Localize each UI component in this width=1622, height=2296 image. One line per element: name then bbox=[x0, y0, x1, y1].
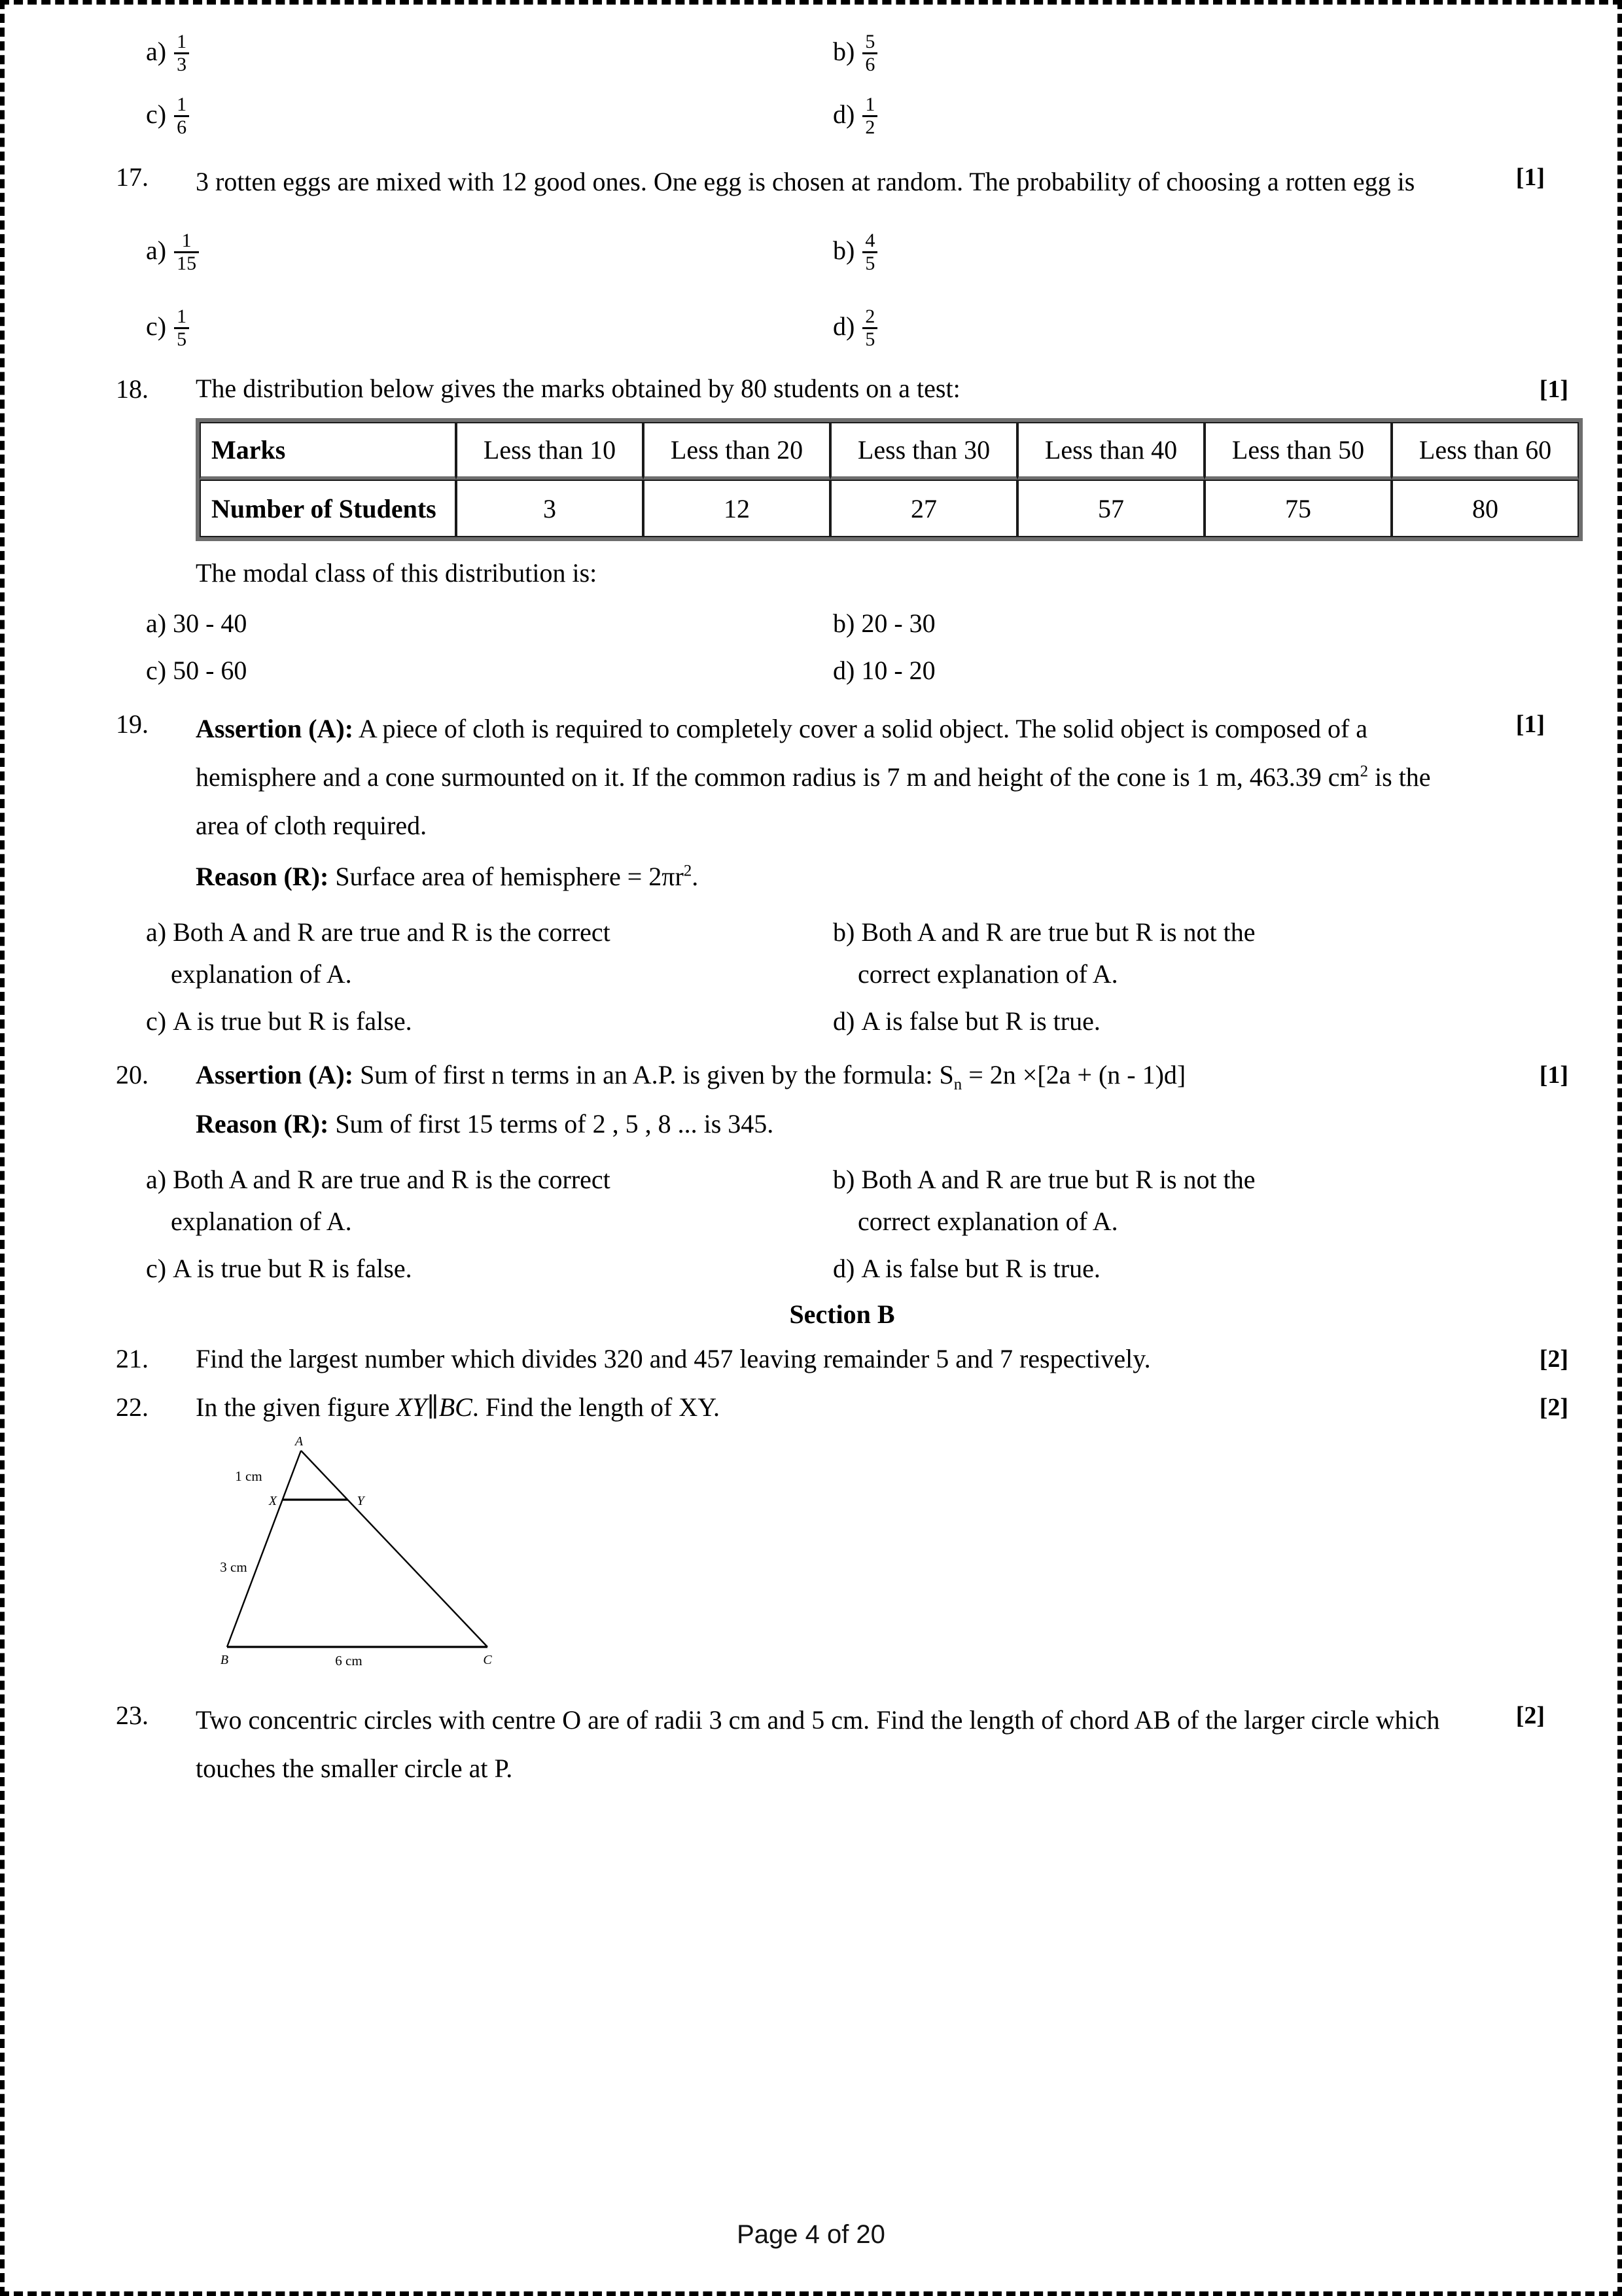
option-c-label: c) bbox=[146, 1006, 167, 1036]
assertion-text-tail: is the area of cloth required. bbox=[196, 762, 1431, 840]
fraction-denominator: 6 bbox=[174, 115, 189, 138]
question-20-assertion bbox=[196, 1055, 1502, 1095]
option-b-fraction bbox=[862, 31, 877, 75]
table-cell: 27 bbox=[830, 480, 1017, 537]
question-19-options bbox=[116, 911, 1490, 1042]
question-20-marks: [1] bbox=[1539, 1061, 1568, 1089]
option-c-fraction bbox=[174, 306, 189, 349]
option-b-label: b) bbox=[833, 236, 855, 265]
option-d[interactable] bbox=[803, 647, 1490, 694]
reason-superscript: 2 bbox=[683, 862, 692, 880]
question-22 bbox=[116, 1388, 1568, 1427]
table-cell: Less than 30 bbox=[830, 422, 1017, 480]
option-c[interactable] bbox=[116, 647, 803, 694]
option-a-label: a) bbox=[146, 37, 167, 66]
page-footer: Page 4 of 20 bbox=[737, 2220, 885, 2249]
question-19-reason bbox=[196, 853, 1568, 901]
question-19 bbox=[116, 705, 1568, 850]
option-c-line1: A is true but R is false. bbox=[173, 1254, 412, 1283]
fraction-numerator: 1 bbox=[177, 31, 187, 52]
option-c-text: 50 - 60 bbox=[173, 656, 247, 685]
option-b[interactable] bbox=[803, 911, 1490, 995]
question-23-number: 23. bbox=[116, 1701, 149, 1730]
label-vertex-a: A bbox=[294, 1434, 304, 1449]
table-cell: Less than 40 bbox=[1017, 422, 1205, 480]
question-16-options bbox=[116, 20, 1490, 146]
option-b-line1: Both A and R are true but R is not the bbox=[861, 1165, 1256, 1194]
option-a[interactable] bbox=[116, 20, 803, 83]
option-c-label: c) bbox=[146, 311, 167, 341]
option-d-line1: A is false but R is true. bbox=[861, 1254, 1101, 1283]
fraction-numerator: 5 bbox=[865, 31, 875, 52]
fraction-numerator: 2 bbox=[865, 306, 875, 327]
option-a-label: a) bbox=[146, 609, 167, 638]
fraction-numerator: 1 bbox=[181, 230, 192, 251]
option-b[interactable] bbox=[803, 600, 1490, 647]
fraction-numerator: 4 bbox=[865, 230, 875, 251]
option-c-label: c) bbox=[146, 99, 167, 129]
option-a-label: a) bbox=[146, 917, 167, 947]
question-20 bbox=[116, 1055, 1568, 1095]
question-21 bbox=[116, 1339, 1568, 1379]
label-vertex-b: B bbox=[220, 1653, 229, 1667]
table-cell: Less than 50 bbox=[1205, 422, 1392, 480]
question-17-marks: [1] bbox=[1515, 164, 1545, 191]
fraction-numerator: 1 bbox=[865, 94, 875, 115]
option-a[interactable] bbox=[116, 911, 803, 995]
option-d[interactable] bbox=[803, 83, 1490, 146]
label-point-y: Y bbox=[357, 1494, 364, 1508]
option-a-fraction bbox=[174, 31, 189, 75]
reason-text: Sum of first 15 terms of 2 , 5 , 8 ... is 345. bbox=[328, 1109, 774, 1139]
option-c-label: c) bbox=[146, 656, 167, 685]
option-b[interactable] bbox=[803, 20, 1490, 83]
assertion-superscript: 2 bbox=[1360, 762, 1369, 781]
option-row-ab bbox=[116, 911, 1490, 995]
question-18-marks: [1] bbox=[1539, 376, 1568, 403]
option-d-label: d) bbox=[833, 99, 855, 129]
fraction-denominator: 15 bbox=[174, 251, 199, 274]
question-17-number: 17. bbox=[116, 162, 149, 192]
option-c-line1: A is true but R is false. bbox=[173, 1006, 412, 1036]
assertion-text: A piece of cloth is required to completely cover a solid object. The solid object is composed of a hemisphere and a cone surmounted on it. If the common radius is 7 m and height of the cone is 1 m, 463.39 cm bbox=[196, 714, 1368, 792]
option-b-label: b) bbox=[833, 1165, 855, 1194]
option-d[interactable] bbox=[803, 1248, 1490, 1290]
option-b-label: b) bbox=[833, 609, 855, 638]
triangle-figure bbox=[200, 1431, 1568, 1689]
marks-distribution-table bbox=[196, 418, 1568, 541]
option-c-fraction bbox=[174, 94, 189, 137]
reason-label: Reason (R): bbox=[196, 1109, 329, 1139]
question-23 bbox=[116, 1696, 1568, 1793]
option-d-fraction bbox=[862, 94, 877, 137]
option-c[interactable] bbox=[116, 83, 803, 146]
question-18-followup: The modal class of this distribution is: bbox=[196, 558, 597, 588]
option-d-fraction bbox=[862, 306, 877, 349]
table-cell: 3 bbox=[456, 480, 643, 537]
question-19-number: 19. bbox=[116, 709, 149, 739]
option-a-fraction bbox=[174, 230, 199, 274]
option-a[interactable] bbox=[116, 600, 803, 647]
question-22-number: 22. bbox=[116, 1392, 149, 1422]
question-22-text-lead: In the given figure bbox=[196, 1392, 397, 1422]
fraction-denominator: 5 bbox=[862, 327, 877, 350]
question-17-text: 3 rotten eggs are mixed with 12 good ones. One egg is chosen at random. The probability of choosing a rotten egg is bbox=[196, 167, 1415, 196]
question-20-number: 20. bbox=[116, 1060, 149, 1089]
question-20-reason bbox=[196, 1100, 1568, 1148]
question-17 bbox=[116, 158, 1568, 206]
assertion-subscript: n bbox=[953, 1076, 962, 1093]
fraction-denominator: 5 bbox=[174, 327, 189, 350]
option-row-cd bbox=[116, 1000, 1490, 1042]
option-d[interactable] bbox=[803, 1000, 1490, 1042]
question-18-number: 18. bbox=[116, 374, 149, 404]
label-point-x: X bbox=[268, 1494, 277, 1508]
reason-text: Surface area of hemisphere = 2πr bbox=[328, 862, 684, 891]
option-a-line1: Both A and R are true and R is the correct bbox=[173, 917, 610, 947]
fraction-numerator: 1 bbox=[177, 94, 187, 115]
option-b[interactable] bbox=[803, 1159, 1490, 1243]
triangle-diagram-svg bbox=[200, 1431, 507, 1686]
assertion-text-tail: = 2n ×[2a + (n - 1)d] bbox=[962, 1060, 1186, 1089]
option-d-text: 10 - 20 bbox=[861, 656, 936, 685]
option-row-cd bbox=[116, 83, 1490, 146]
option-a-text: 30 - 40 bbox=[173, 609, 247, 638]
table-row bbox=[200, 480, 1579, 537]
option-a[interactable] bbox=[116, 1159, 803, 1243]
option-row-ab bbox=[116, 1159, 1490, 1243]
option-d-label: d) bbox=[833, 656, 855, 685]
option-c[interactable] bbox=[116, 1248, 803, 1290]
table-cell: 75 bbox=[1205, 480, 1392, 537]
option-row-ab bbox=[116, 20, 1490, 83]
option-a[interactable] bbox=[116, 213, 803, 289]
option-b-label: b) bbox=[833, 37, 855, 66]
option-row-ab bbox=[116, 600, 1490, 647]
assertion-text: Sum of first n terms in an A.P. is given by the formula: S bbox=[353, 1060, 954, 1089]
option-b-line2: correct explanation of A. bbox=[858, 959, 1118, 989]
option-b-line1: Both A and R are true but R is not the bbox=[861, 917, 1256, 947]
question-19-marks: [1] bbox=[1515, 711, 1545, 738]
question-21-marks: [2] bbox=[1539, 1345, 1568, 1373]
assertion-label: Assertion (A): bbox=[196, 1060, 354, 1089]
option-row-cd bbox=[116, 289, 1490, 364]
assertion-label: Assertion (A): bbox=[196, 714, 354, 743]
page-content bbox=[116, 20, 1568, 1793]
table-cell: Less than 60 bbox=[1392, 422, 1579, 480]
question-22-text bbox=[196, 1388, 1502, 1427]
label-vertex-c: C bbox=[483, 1653, 492, 1667]
question-22-text-tail: . Find the length of XY. bbox=[472, 1392, 720, 1422]
table-row-header: Marks bbox=[200, 422, 456, 480]
option-d-label: d) bbox=[833, 1006, 855, 1036]
option-c[interactable] bbox=[116, 1000, 803, 1042]
question-17-options bbox=[116, 213, 1490, 364]
option-a-label: a) bbox=[146, 236, 167, 265]
option-a-label: a) bbox=[146, 1165, 167, 1194]
question-23-marks: [2] bbox=[1515, 1702, 1545, 1729]
table-cell: 57 bbox=[1017, 480, 1205, 537]
option-b-fraction bbox=[862, 230, 877, 274]
question-18-options bbox=[116, 600, 1490, 694]
label-length-xb: 3 cm bbox=[220, 1559, 247, 1575]
option-row-cd bbox=[116, 647, 1490, 694]
question-18 bbox=[116, 370, 1568, 409]
table bbox=[196, 418, 1583, 541]
fraction-denominator: 6 bbox=[862, 52, 877, 75]
table-cell: 80 bbox=[1392, 480, 1579, 537]
table-cell: 12 bbox=[643, 480, 830, 537]
option-c[interactable] bbox=[116, 289, 803, 364]
table-cell: Less than 20 bbox=[643, 422, 830, 480]
option-row-cd bbox=[116, 1248, 1490, 1290]
question-18-text: The distribution below gives the marks obtained by 80 students on a test: bbox=[196, 374, 961, 403]
option-c-label: c) bbox=[146, 1254, 167, 1283]
option-a-line2: explanation of A. bbox=[171, 959, 352, 989]
fraction-denominator: 2 bbox=[862, 115, 877, 138]
option-d-label: d) bbox=[833, 1254, 855, 1283]
side-ac bbox=[301, 1451, 487, 1647]
section-b-heading: Section B bbox=[789, 1299, 895, 1329]
table-cell: Less than 10 bbox=[456, 422, 643, 480]
reason-label: Reason (R): bbox=[196, 862, 329, 891]
fraction-denominator: 3 bbox=[174, 52, 189, 75]
option-b-text: 20 - 30 bbox=[861, 609, 936, 638]
fraction-numerator: 1 bbox=[177, 306, 187, 327]
table-row bbox=[200, 422, 1579, 480]
question-20-options bbox=[116, 1159, 1490, 1290]
option-a-line1: Both A and R are true and R is the correct bbox=[173, 1165, 610, 1194]
option-b-line2: correct explanation of A. bbox=[858, 1207, 1118, 1236]
option-a-line2: explanation of A. bbox=[171, 1207, 352, 1236]
option-b-label: b) bbox=[833, 917, 855, 947]
question-22-parallel-notation: XY∥BC bbox=[396, 1392, 472, 1422]
option-d-line1: A is false but R is true. bbox=[861, 1006, 1101, 1036]
table-row-header: Number of Students bbox=[200, 480, 456, 537]
option-d-label: d) bbox=[833, 311, 855, 341]
option-b[interactable] bbox=[803, 213, 1490, 289]
question-19-assertion bbox=[196, 705, 1478, 850]
question-23-text: Two concentric circles with centre O are of radii 3 cm and 5 cm. Find the length of chord AB of the larger circle which touches the smaller circle at P. bbox=[196, 1705, 1440, 1783]
option-d[interactable] bbox=[803, 289, 1490, 364]
question-21-text: Find the largest number which divides 320 and 457 leaving remainder 5 and 7 respectively. bbox=[196, 1344, 1151, 1373]
fraction-denominator: 5 bbox=[862, 251, 877, 274]
option-row-ab bbox=[116, 213, 1490, 289]
label-length-bc: 6 cm bbox=[335, 1653, 362, 1669]
question-22-marks: [2] bbox=[1539, 1394, 1568, 1421]
question-21-number: 21. bbox=[116, 1344, 149, 1373]
reason-text-tail: . bbox=[692, 862, 699, 891]
label-length-ax: 1 cm bbox=[235, 1468, 262, 1484]
